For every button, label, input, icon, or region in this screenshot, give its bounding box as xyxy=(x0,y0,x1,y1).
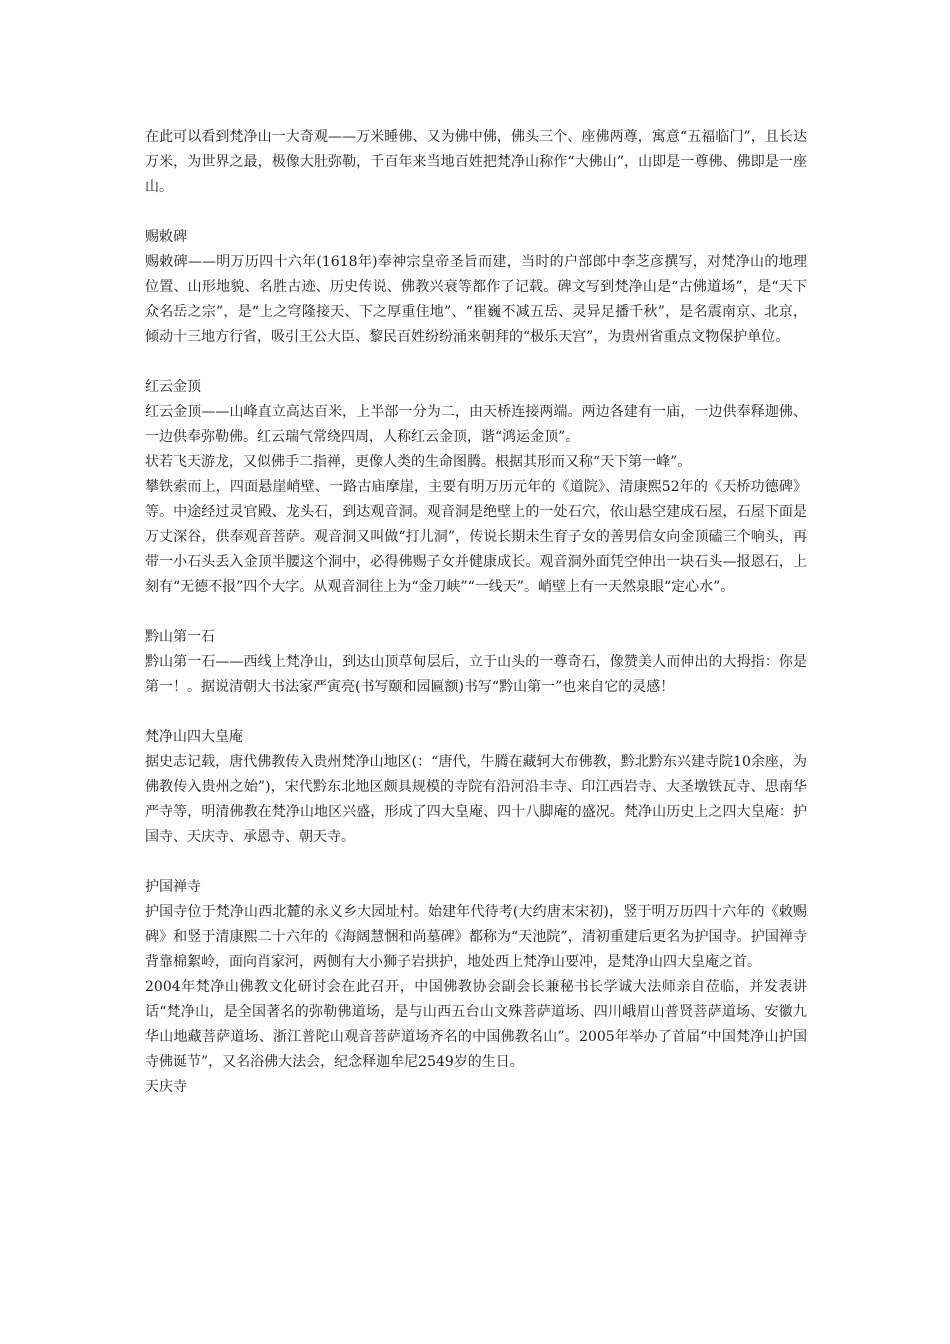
section-paragraph: 状若飞天游龙，又似佛手二指禅，更像人类的生命图腾。根据其形而又称“天下第一峰”。 xyxy=(145,454,692,470)
spacer xyxy=(145,350,807,375)
intro-paragraph: 在此可以看到梵净山一大奇观——万米睡佛、又为佛中佛，佛头三个、座佛两尊，寓意“五福临门”，且长达万米，为世界之最，极像大肚弥勒，千百年来当地百姓把梵净山称作“大佛山”，山即是一尊佛、佛即是一座山。 xyxy=(145,129,807,195)
spacer xyxy=(145,200,807,225)
section-paragraph: 据史志记载，唐代佛教传入贵州梵净山地区(：“唐代，牛腾在藏轲大布佛教，黔北黔东兴建寺院10余座，为佛教传入贵州之始”)，宋代黔东北地区颇具规模的寺院有沿河沿丰寺、印江西岩寺、大圣墩铁瓦寺、思南华严寺等，明清佛教在梵净山地区兴盛，形成了四大皇庵、四十八脚庵的盛况。梵净山历史上之四大皇庵：护国寺、天庆寺、承恩寺、朝天寺。 xyxy=(145,754,807,845)
section-paragraph: 黔山第一石——西线上梵净山，到达山顶草甸层后，立于山头的一尊奇石，像赞美人而伸出的大拇指：你是第一！。据说清朝大书法家严寅亮(书写颐和园匾额)书写“黔山第一”也来自它的灵感！ xyxy=(145,654,807,695)
section-title-hongyunjinding: 红云金顶 xyxy=(145,379,201,395)
spacer xyxy=(145,700,807,725)
section-title-qianshandiyishi: 黔山第一石 xyxy=(145,629,215,645)
section-title-huguochansi: 护国禅寺 xyxy=(145,879,201,895)
spacer xyxy=(145,600,807,625)
section-paragraph: 攀铁索而上，四面悬崖峭壁、一路古庙摩崖，主要有明万历元年的《道院》、清康熙52年的《天桥功德碑》等。中途经过灵官殿、龙头石，到达观音洞。观音洞是绝壁上的一处石穴，依山悬空建成石屋，石屋下面是万丈深谷，供奉观音菩萨。观音洞又叫做“打儿洞”，传说长期未生育子女的善男信女向金顶磕三个响头，再带一小石头丢入金顶半腰这个洞中，必得佛赐子女并健康成长。观音洞外面凭空伸出一块石头—报恩石，上刻有“无德不报”四个大字。从观音洞往上为“金刀峡”“一线天”。峭壁上有一天然泉眼“定心水”。 xyxy=(145,479,807,595)
section-title-sidahuangan: 梵净山四大皇庵 xyxy=(145,729,243,745)
section-paragraph: 护国寺位于梵净山西北麓的永义乡大园址村。始建年代待考(大约唐末宋初)，竖于明万历四十六年的《敕赐碑》和竖于清康熙二十六年的《海阔慧悃和尚墓碑》都称为“天池院”，清初重建后更名为护国寺。护国禅寺背靠棉絮岭，面向肖家河，两侧有大小狮子岩拱护，地处西上梵净山要冲，是梵净山四大皇庵之首。 xyxy=(145,904,807,970)
section-paragraph: 2004年梵净山佛教文化研讨会在此召开，中国佛教协会副会长兼秘书长学诚大法师亲自莅临，并发表讲话“梵净山，是全国著名的弥勒佛道场，是与山西五台山文殊菩萨道场、四川峨眉山普贤菩萨道场、安徽九华山地藏菩萨道场、浙江普陀山观音菩萨道场齐名的中国佛教名山”。2005年举办了首届“中国梵净山护国寺佛诞节”，又名浴佛大法会，纪念释迦牟尼2549岁的生日。 xyxy=(145,979,807,1070)
section-title-cichibei: 赐敕碑 xyxy=(145,229,187,245)
section-paragraph: 赐敕碑——明万历四十六年(1618年)奉神宗皇帝圣旨而建，当时的户部郎中李芝彦撰写，对梵净山的地理位置、山形地貌、名胜古迹、历史传说、佛教兴衰等都作了记载。碑文写到梵净山是“古佛道场”，是“天下众名岳之宗”，是“上之穹隆接天、下之厚重住地”、“崔巍不减五岳、灵异足播千秋”，是名震南京、北京，倾动十三地方行省，吸引王公大臣、黎民百姓纷纷涌来朝拜的“极乐天宫”，为贵州省重点文物保护单位。 xyxy=(145,254,807,345)
section-title-tianqingsi: 天庆寺 xyxy=(145,1079,187,1095)
section-paragraph: 红云金顶——山峰直立高达百米，上半部一分为二，由天桥连接两端。两边各建有一庙，一边供奉释迦佛、一边供奉弥勒佛。红云瑞气常绕四周，人称红云金顶，谐“鸿运金顶”。 xyxy=(145,404,807,445)
document-body xyxy=(145,125,807,1100)
spacer xyxy=(145,850,807,875)
